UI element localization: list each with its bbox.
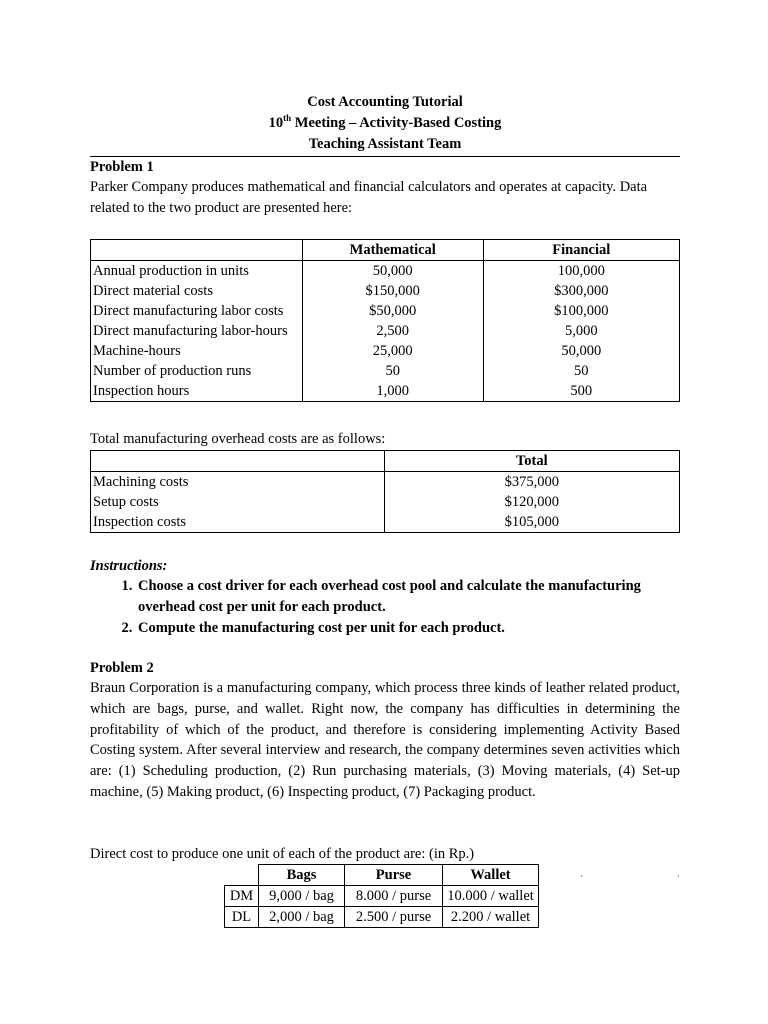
row-label: Setup costs <box>91 492 385 512</box>
row-label: Inspection costs <box>91 512 385 533</box>
table-row <box>91 381 680 402</box>
header-meeting-suffix: th <box>283 113 292 124</box>
table-row <box>91 301 680 321</box>
row-label: Machine-hours <box>91 341 303 361</box>
row-label: Inspection hours <box>91 381 303 402</box>
table-row <box>91 341 680 361</box>
row-label: Direct manufacturing labor costs <box>91 301 303 321</box>
instruction-item: 2. Compute the manufacturing cost per unit for each product. <box>136 618 680 639</box>
stray-mark: · <box>580 872 583 881</box>
problem2-title: Problem 2 <box>90 660 154 676</box>
table-header-row <box>225 865 539 886</box>
column-header: Financial <box>483 240 679 261</box>
column-header: Mathematical <box>302 240 483 261</box>
cell-value: $105,000 <box>384 512 679 533</box>
product-data-table <box>90 239 680 402</box>
cell-value: 2,000 / bag <box>259 907 345 928</box>
table-row <box>91 281 680 301</box>
cell-value: 50 <box>483 361 679 381</box>
cell-value: 5,000 <box>483 321 679 341</box>
overhead-cost-table <box>90 450 680 533</box>
overhead-intro: Total manufacturing overhead costs are as follows: <box>90 431 386 447</box>
row-label: Number of production runs <box>91 361 303 381</box>
problem2-body: Braun Corporation is a manufacturing company, which process three kinds of leather related product, which are bags, purse, and wallet. Right now, the company has difficulties in determining the profitability of which of the product, and therefore is considering implementing Activity Based Costing system. After several interview and research, the company determines seven activities which are: (1) Scheduling production, (2) Run purchasing materials, (3) Moving materials, (4) Set-up machine, (5) Making product, (6) Inspecting product, (7) Packaging product. <box>90 680 680 800</box>
cell-value: 2.500 / purse <box>345 907 443 928</box>
problem1-intro: Parker Company produces mathematical and financial calculators and operates at capacity. Data related to the two product are presented here: <box>90 179 648 216</box>
problem1-title: Problem 1 <box>90 159 154 175</box>
document-header <box>90 92 680 155</box>
table-row <box>91 261 680 282</box>
cell-value: 2,500 <box>302 321 483 341</box>
row-label: Direct material costs <box>91 281 303 301</box>
cell-value: 50,000 <box>302 261 483 282</box>
table-row <box>91 472 680 493</box>
header-meeting-title <box>90 113 680 134</box>
row-label: DL <box>225 907 259 928</box>
header-meeting-number: 10 <box>268 115 284 131</box>
table-row <box>91 492 680 512</box>
cell-value: 8.000 / purse <box>345 886 443 907</box>
cell-value: $120,000 <box>384 492 679 512</box>
table-row <box>225 886 539 907</box>
cell-value: $50,000 <box>302 301 483 321</box>
row-label: Annual production in units <box>91 261 303 282</box>
row-label: DM <box>225 886 259 907</box>
table-row <box>91 321 680 341</box>
column-header: Purse <box>345 865 443 886</box>
table-header-row <box>91 240 680 261</box>
cell-value: 9,000 / bag <box>259 886 345 907</box>
cell-value: 500 <box>483 381 679 402</box>
cell-value: $375,000 <box>384 472 679 493</box>
header-course-title: Cost Accounting Tutorial <box>307 94 463 110</box>
row-label: Direct manufacturing labor-hours <box>91 321 303 341</box>
cell-value: 25,000 <box>302 341 483 361</box>
cell-value: 10.000 / wallet <box>443 886 539 907</box>
column-header: Wallet <box>443 865 539 886</box>
cell-value: 50 <box>302 361 483 381</box>
column-header: Bags <box>259 865 345 886</box>
column-header <box>225 865 259 886</box>
cell-value: 2.200 / wallet <box>443 907 539 928</box>
header-team: Teaching Assistant Team <box>308 136 462 152</box>
cell-value: 50,000 <box>483 341 679 361</box>
stray-mark: · <box>677 872 680 881</box>
cell-value: $300,000 <box>483 281 679 301</box>
row-label: Machining costs <box>91 472 385 493</box>
table-header-row <box>91 451 680 472</box>
instructions-list <box>90 576 680 638</box>
cell-value: 1,000 <box>302 381 483 402</box>
column-header: Total <box>384 451 679 472</box>
column-header <box>91 451 385 472</box>
table-row <box>225 907 539 928</box>
header-meeting-topic: Meeting – Activity-Based Costing <box>291 115 502 131</box>
cell-value: $150,000 <box>302 281 483 301</box>
instruction-item: 1. Choose a cost driver for each overhead cost pool and calculate the manufacturing overhead cost per unit for each product. <box>136 576 680 618</box>
instructions-label: Instructions: <box>90 558 168 574</box>
table-row <box>91 361 680 381</box>
column-header <box>91 240 303 261</box>
cell-value: 100,000 <box>483 261 679 282</box>
direct-cost-intro: Direct cost to produce one unit of each of the product are: (in Rp.) <box>90 846 475 862</box>
cell-value: $100,000 <box>483 301 679 321</box>
direct-cost-table <box>224 864 539 928</box>
table-row <box>91 512 680 533</box>
